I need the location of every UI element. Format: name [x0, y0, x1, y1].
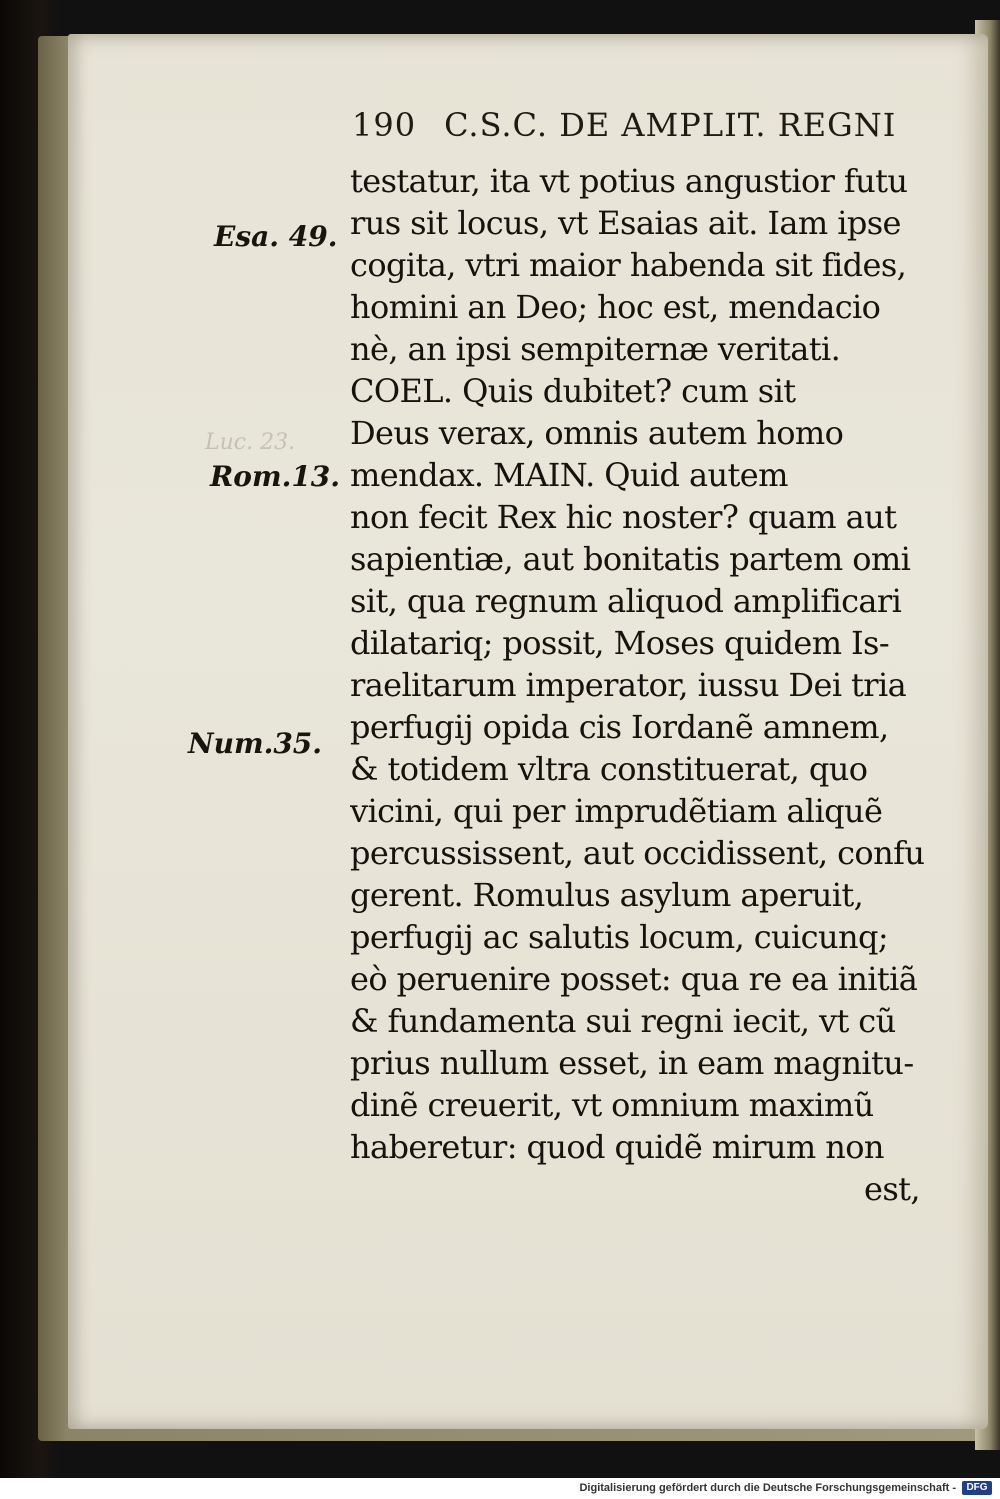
margin-note-rom: Rom.13. [210, 460, 341, 493]
text-line: mendax. MAIN. Quid autem [350, 456, 788, 494]
text-line: & totidem vltra constituerat, quo [350, 750, 868, 788]
text-line: eò peruenire posset: qua re ea initiã [350, 960, 918, 998]
text-line: rus sit locus, vt Esaias ait. Iam ipse [350, 204, 901, 242]
margin-note-num: Num.35. [188, 727, 323, 760]
text-line: Deus verax, omnis autem homo [350, 414, 844, 452]
text-line: sapientiæ, aut bonitatis partem omi [350, 540, 911, 578]
text-line: nè, an ipsi sempiternæ veritati. [350, 330, 841, 368]
bleed-through: Luc. 23. [205, 430, 296, 455]
text-line: COEL. Quis dubitet? cum sit [350, 372, 796, 410]
text-line: dilatariq; possit, Moses quidem Is- [350, 624, 890, 662]
text-line: testatur, ita vt potius angustior futu [350, 162, 908, 200]
text-line: perfugij ac salutis locum, cuicunq; [350, 918, 889, 956]
text-line: perfugij opida cis Iordanẽ amnem, [350, 708, 889, 746]
page-number: 190 [352, 106, 417, 144]
text-line: sit, qua regnum aliquod amplificari [350, 582, 902, 620]
funding-credit: Digitalisierung gefördert durch die Deutsche Forschungsgemeinschaft - [579, 1482, 956, 1494]
body-text [350, 160, 960, 1210]
text-line: raelitarum imperator, iussu Dei tria [350, 666, 907, 704]
catchword: est, [864, 1170, 920, 1208]
text-line: homini an Deo; hoc est, mendacio [350, 288, 881, 326]
text-line: percussissent, aut occidissent, confu [350, 834, 925, 872]
margin-note-esa: Esa. 49. [214, 220, 338, 253]
text-line: cogita, vtri maior habenda sit fides, [350, 246, 907, 284]
dfg-logo: DFG [962, 1481, 992, 1495]
running-title: C.S.C. DE AMPLIT. REGNI [444, 106, 897, 144]
text-line: & fundamenta sui regni iecit, vt cũ [350, 1002, 896, 1040]
text-line: prius nullum esset, in eam magnitu- [350, 1044, 914, 1082]
text-line: gerent. Romulus asylum aperuit, [350, 876, 864, 914]
text-line: haberetur: quod quidẽ mirum non [350, 1128, 884, 1166]
text-line: vicini, qui per imprudẽtiam aliquẽ [350, 792, 883, 830]
running-head [352, 106, 932, 150]
text-line: dinẽ creuerit, vt omnium maximũ [350, 1086, 874, 1124]
text-line: non fecit Rex hic noster? quam aut [350, 498, 897, 536]
